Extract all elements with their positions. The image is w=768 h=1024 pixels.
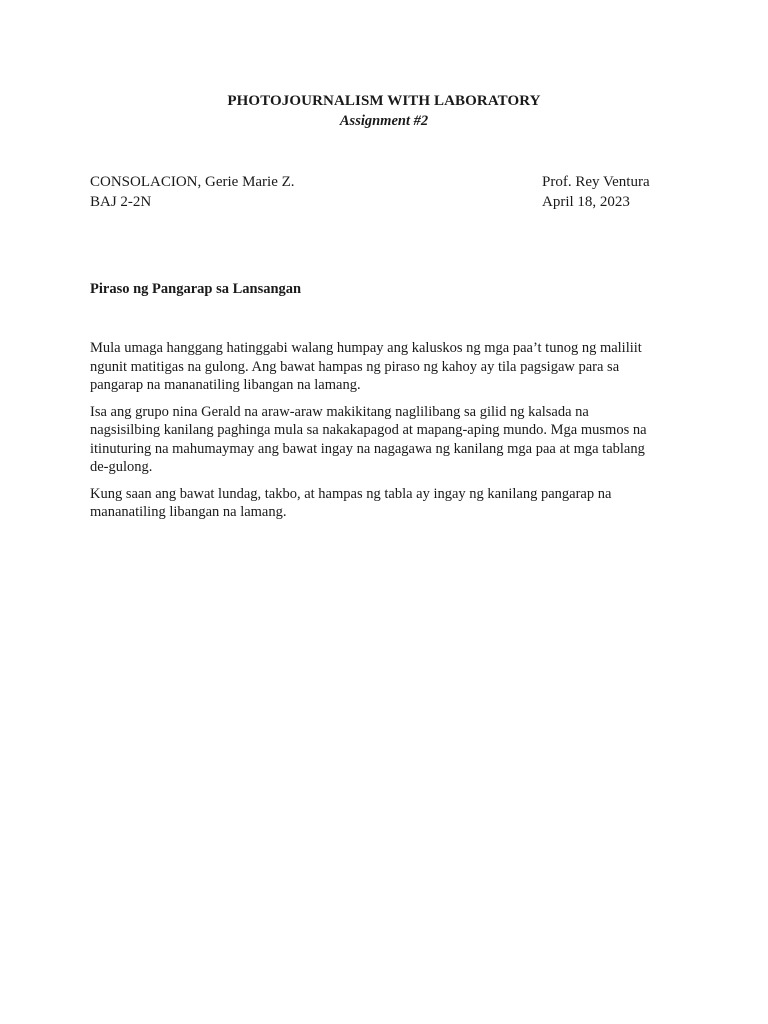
paragraph-line: itinuturing na mahumaymay ang bawat ingay na nagagawa ng kanilang mga paa at mga tablang xyxy=(90,440,645,457)
essay-title: Piraso ng Pangarap sa Lansangan xyxy=(90,281,302,297)
paragraph-line: de-gulong. xyxy=(90,459,153,475)
submission-date: April 18, 2023 xyxy=(542,194,630,210)
student-section: BAJ 2-2N xyxy=(90,194,152,210)
student-info xyxy=(90,172,295,212)
paragraph-line: pangarap na mananatiling libangan na lamang. xyxy=(90,377,361,393)
paragraph-line: Isa ang grupo nina Gerald na araw-araw makikitang naglilibang sa gilid ng kalsada na xyxy=(90,403,589,420)
paragraph-3 xyxy=(90,485,680,522)
student-name: CONSOLACION, Gerie Marie Z. xyxy=(90,174,295,190)
paragraph-line: Kung saan ang bawat lundag, takbo, at hampas ng tabla ay ingay ng kanilang pangarap na xyxy=(90,485,612,502)
paragraph-line: ngunit matitigas na gulong. Ang bawat hampas ng piraso ng kahoy ay tila pagsigaw para sa xyxy=(90,358,620,375)
instructor-info xyxy=(542,172,650,212)
instructor-name: Prof. Rey Ventura xyxy=(542,174,650,190)
paragraph-1 xyxy=(90,339,680,395)
assignment-label: Assignment #2 xyxy=(339,113,429,129)
paragraph-line: nagsisilbing kanilang paghinga mula sa nakakapagod at mapang-aping mundo. Mga musmos na xyxy=(90,422,647,438)
essay-body xyxy=(90,339,680,530)
paragraph-line: mananatiling libangan na lamang. xyxy=(90,504,287,520)
paragraph-line: Mula umaga hanggang hatinggabi walang humpay ang kaluskos ng mga paa’t tunog ng maliliit xyxy=(90,340,642,356)
paragraph-2 xyxy=(90,403,680,477)
course-title: PHOTOJOURNALISM WITH LABORATORY xyxy=(227,93,541,109)
